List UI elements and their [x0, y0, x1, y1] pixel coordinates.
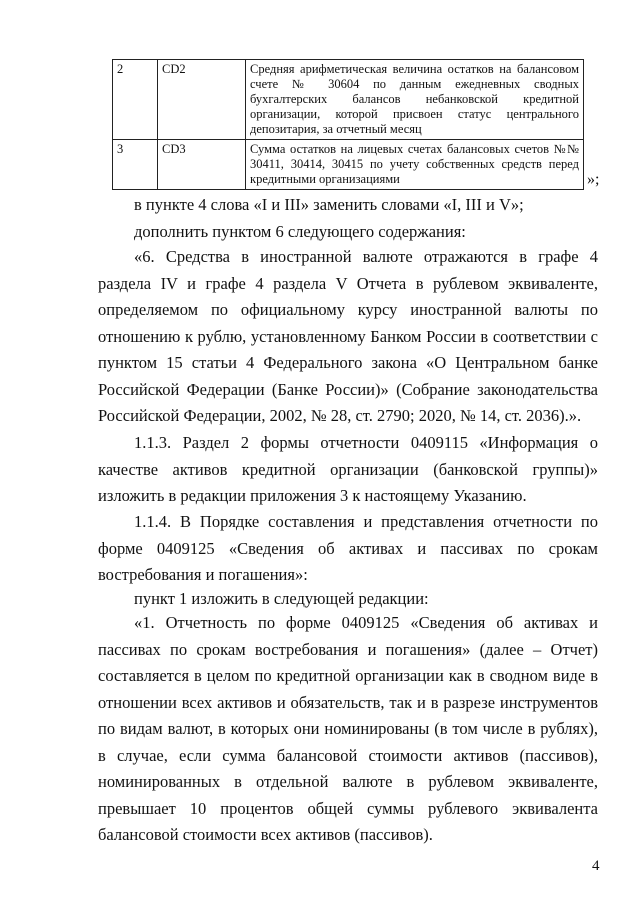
table-closing-quote: »; — [587, 171, 600, 188]
row-code: CD3 — [158, 140, 246, 190]
paragraph: 1.1.3. Раздел 2 формы отчетности 0409115 «Информация о качестве активов кредитной организации (банковской группы)» изложить в редакции приложения 3 к настоящему Указанию. — [98, 433, 598, 505]
row-code: CD2 — [158, 60, 246, 140]
row-description: Средняя арифметическая величина остатков на балансовом счете № 30604 по данным ежедневных сводных бухгалтерских балансов небанковской кредитной организации, которой присвоен статус центрального депозитария, за отчетный месяц — [246, 60, 584, 140]
row-description: Сумма остатков на лицевых счетах балансовых счетов №№ 30411, 30414, 30415 по учету собственных средств перед кредитными организациями — [246, 140, 584, 190]
row-number: 2 — [113, 60, 158, 140]
table-row — [113, 60, 584, 140]
text-line: дополнить пунктом 6 следующего содержания: — [134, 222, 466, 241]
paragraph: «1. Отчетность по форме 0409125 «Сведения об активах и пассивах по срокам востребования и погашения» (далее – Отчет) составляется в целом по кредитной организации как в сводном виде в отношении всех активов и обязательств, так и в разрезе инструментов по видам валют, в которых они номинированы (в том числе в рублях), в случае, если сумма балансовой стоимости активов (пассивов), номинированных в отдельной валюте в рублевом эквиваленте, превышает 10 процентов общей суммы рублевого эквивалента балансовой стоимости всех активов (пассивов). — [98, 613, 598, 844]
text-line: в пункте 4 слова «I и III» заменить словами «I, III и V»; — [134, 195, 524, 214]
page-number: 4 — [592, 858, 600, 874]
paragraph: «6. Средства в иностранной валюте отражаются в графе 4 раздела IV и графе 4 раздела V Отчета в рублевом эквиваленте, определяемом по официальному курсу иностранной валюты по отношению к рублю, установленному Банком России в соответствии с пунктом 15 статьи 4 Федерального закона «О Центральном банке Российской Федерации (Банке России)» (Собрание законодательства Российской Федерации, 2002, № 28, ст. 2790; 2020, № 14, ст. 2036).». — [98, 247, 598, 425]
table-row — [113, 140, 584, 190]
row-number: 3 — [113, 140, 158, 190]
paragraph: 1.1.4. В Порядке составления и представления отчетности по форме 0409125 «Сведения об активах и пассивах по срокам востребования и погашения»: — [98, 512, 598, 584]
codes-table — [112, 59, 584, 190]
text-line: пункт 1 изложить в следующей редакции: — [134, 589, 429, 608]
